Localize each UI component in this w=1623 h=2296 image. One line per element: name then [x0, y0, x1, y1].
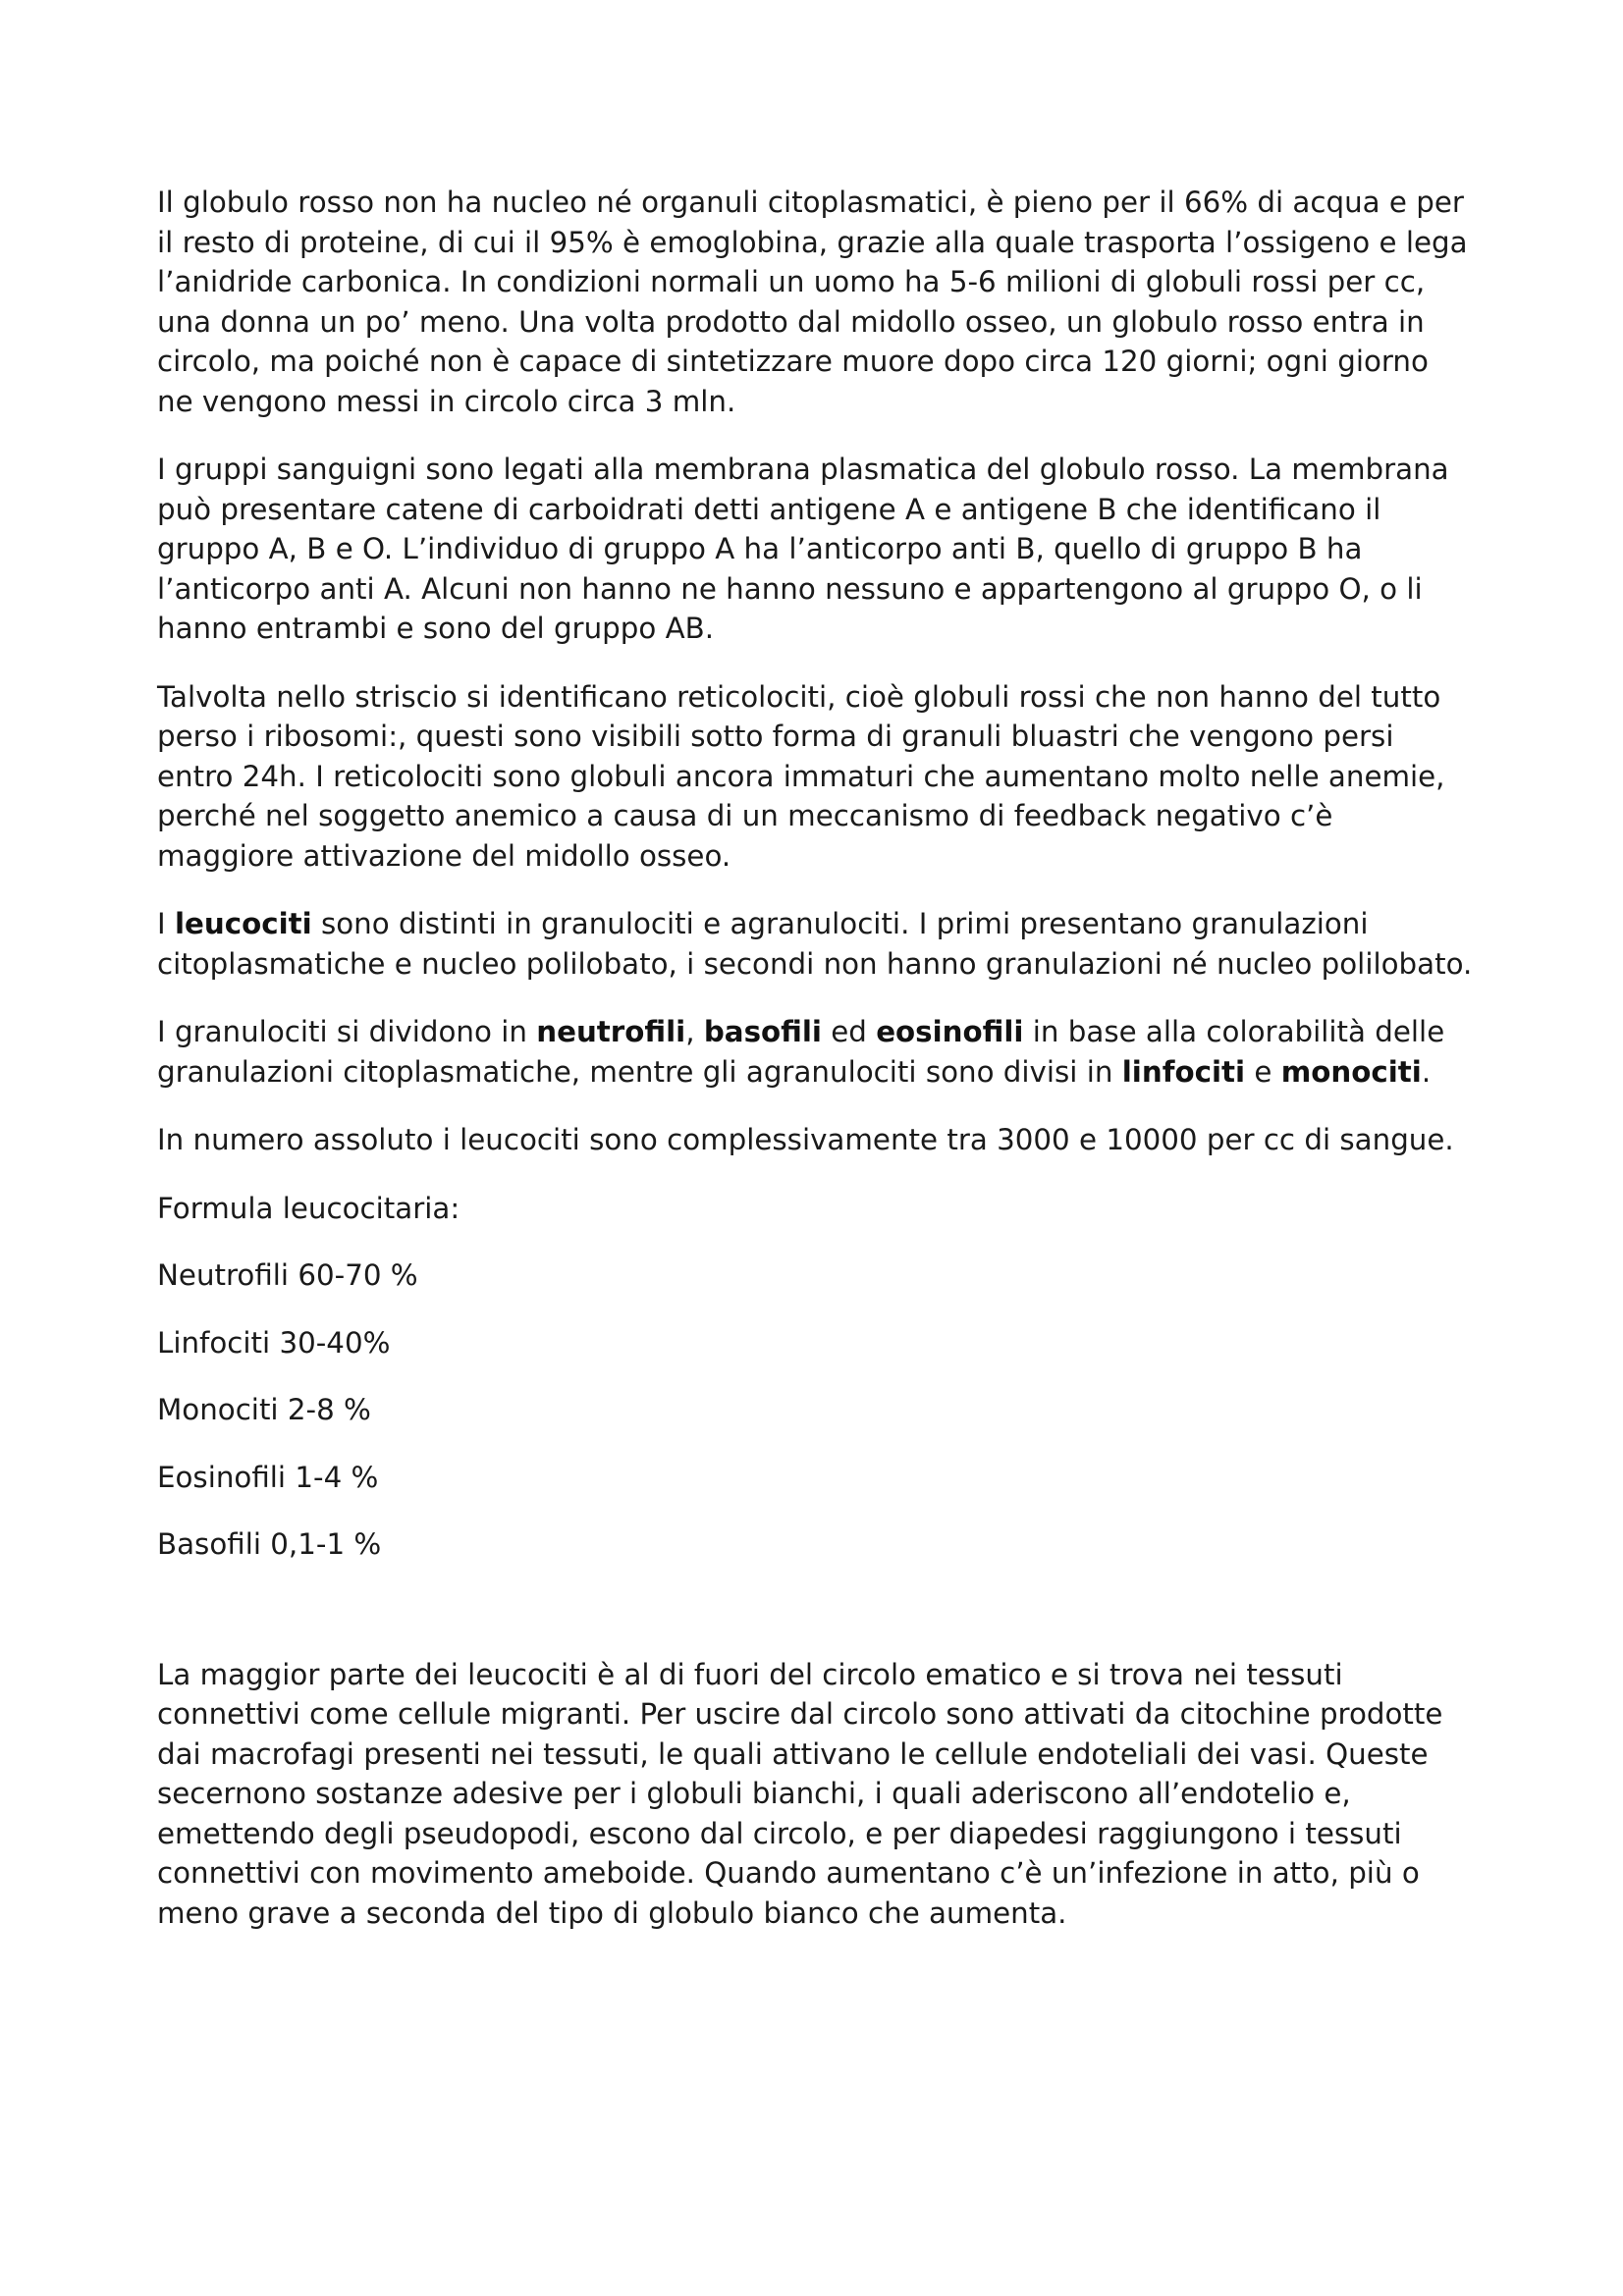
paragraph-gruppi-sanguigni: I gruppi sanguigni sono legati alla membrana plasmatica del globulo rosso. La membrana può presentare catene di carboidrati detti antigene A e antigene B che identificano il gruppo A, B e O. L’individuo di gruppo A ha l’anticorpo anti B, quello di gruppo B ha l’anticorpo anti A. Alcuni non hanno ne hanno nessuno e appartengono al gruppo O, o li hanno entrambi e sono del gruppo AB. — [157, 453, 1449, 645]
paragraph-globulo-rosso: Il globulo rosso non ha nucleo né organuli citoplasmatici, è pieno per il 66% di acqua e per il resto di proteine, di cui il 95% è emoglobina, grazie alla quale trasporta l’ossigeno e lega l’anidride carbonica. In condizioni normali un uomo ha 5-6 milioni di globuli rossi per cc, una donna un po’ meno. Una volta prodotto dal midollo osseo, un globulo rosso entra in circolo, ma poiché non è capace di sintetizzare muore dopo circa 120 giorni; ogni giorno ne vengono messi in circolo circa 3 mln. — [157, 186, 1468, 418]
text-run: . — [1421, 1054, 1432, 1089]
formula-heading: Formula leucocitaria: — [157, 1191, 460, 1225]
text-run: , — [685, 1015, 704, 1048]
text-run: ed — [821, 1015, 877, 1048]
paragraph-reticolociti: Talvolta nello striscio si identificano reticolociti, cioè globuli rossi che non hanno del tutto perso i ribosomi:, questi sono visibili sotto forma di granuli bluastri che vengono persi entro 24h. I reticolociti sono globuli ancora immaturi che aumentano molto nelle anemie, perché nel soggetto anemico a causa di un meccanismo di feedback negativo c’è maggiore attivazione del midollo osseo. — [157, 679, 1445, 873]
formula-item-neutrofili: Neutrofili 60-70 % — [157, 1258, 418, 1292]
term-eosinofili: eosinofili — [876, 1015, 1024, 1048]
formula-item-basofili: Basofili 0,1-1 % — [157, 1527, 382, 1561]
paragraph-leucociti — [157, 904, 1473, 984]
term-basofili: basofili — [703, 1015, 822, 1048]
text-run: I — [157, 907, 175, 940]
paragraph-leucociti-tessuti: La maggior parte dei leucociti è al di fuori del circolo ematico e si trova nei tessuti connettivi come cellule migranti. Per uscire dal circolo sono attivati da citochine prodotte dai macrofagi presenti nei tessuti, le quali attivano le cellule endoteliali dei vasi. Queste secernono sostanze adesive per i globuli bianchi, i quali aderiscono all’endotelio e, emettendo degli pseudopodi, escono dal circolo, e per diapedesi raggiungono i tessuti connettivi con movimento ameboide. Quando aumentano c’è un’infezione in atto, più o meno grave a seconda del tipo di globulo bianco che aumenta. — [157, 1657, 1443, 1930]
paragraph-numero-assoluto: In numero assoluto i leucociti sono complessivamente tra 3000 e 10000 per cc di sangue. — [157, 1123, 1454, 1156]
text-run: in base alla colorabilità delle granulazioni citoplasmatiche, mentre gli agranulociti sono divisi in — [157, 1015, 1445, 1089]
term-neutrofili: neutrofili — [536, 1015, 686, 1048]
term-linfociti: linfociti — [1121, 1054, 1246, 1089]
text-run: e — [1245, 1054, 1281, 1089]
paragraph-granulociti — [157, 1012, 1473, 1092]
formula-item-monociti: Monociti 2-8 % — [157, 1393, 371, 1426]
formula-item-linfociti: Linfociti 30-40% — [157, 1325, 391, 1360]
text-run: sono distinti in granulociti e agranulociti. I primi presentano granulazioni citoplasmatiche e nucleo polilobato, i secondi non hanno granulazioni né nucleo polilobato. — [157, 907, 1473, 981]
formula-item-eosinofili: Eosinofili 1-4 % — [157, 1460, 379, 1494]
text-run: I granulociti si dividono in — [157, 1015, 537, 1048]
term-leucociti: leucociti — [174, 907, 312, 940]
term-monociti: monociti — [1280, 1054, 1422, 1089]
